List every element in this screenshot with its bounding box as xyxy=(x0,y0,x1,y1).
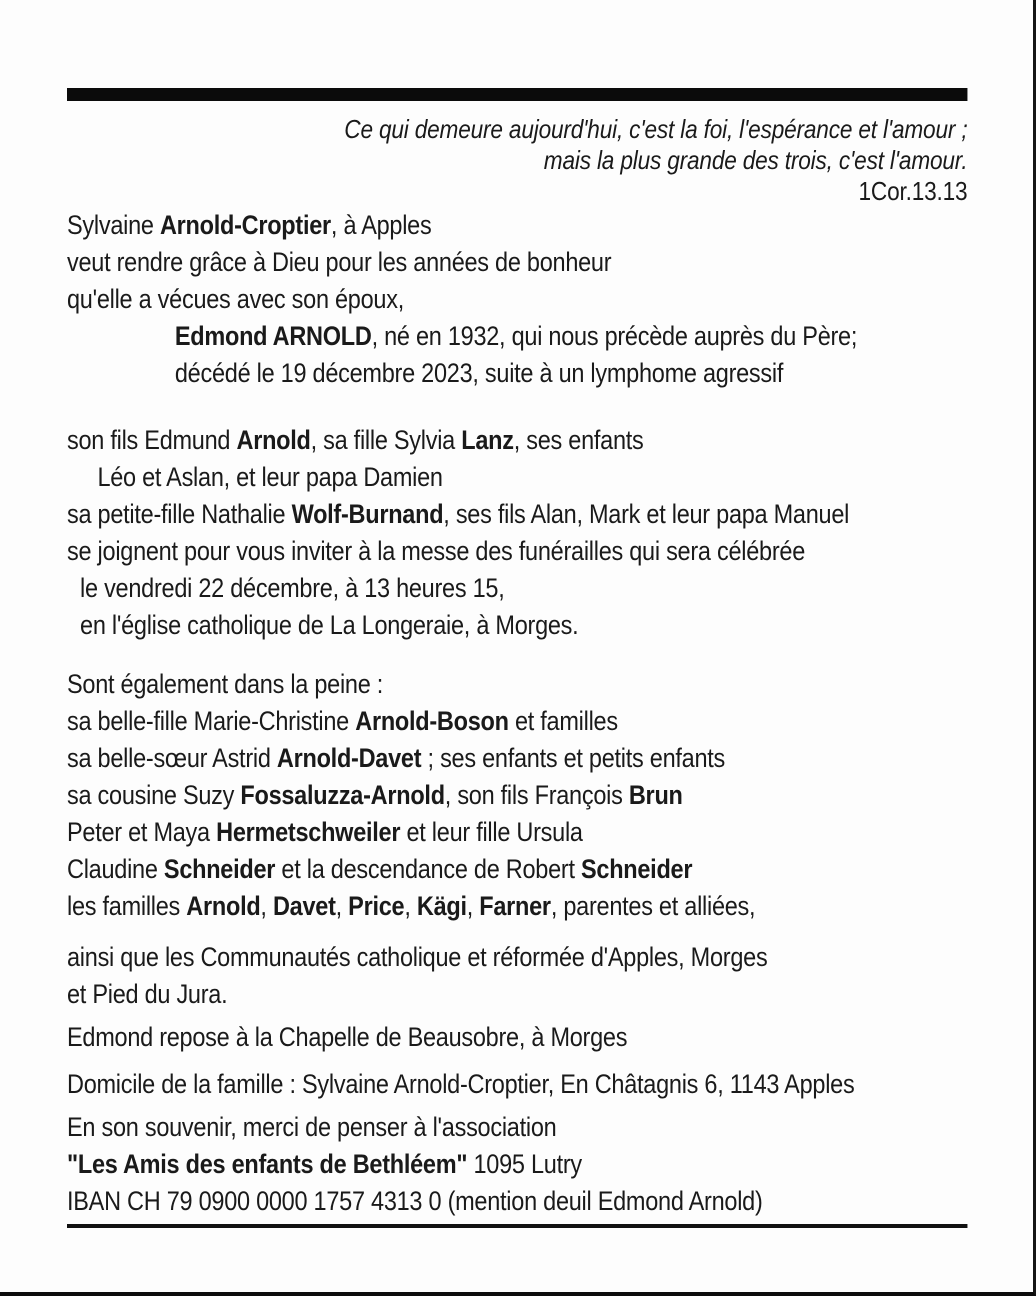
text-segment: Domicile de la famille : Sylvaine Arnold-Croptier, En Châtagnis 6, 1143 Apples xyxy=(67,1069,855,1099)
family-names-line xyxy=(67,888,967,925)
text-segment-bold: Schneider xyxy=(580,854,693,884)
paragraph-communities xyxy=(67,939,967,1013)
text-segment: et la descendance de Robert xyxy=(275,854,581,884)
text-segment: , son fils François xyxy=(444,780,629,810)
text-line xyxy=(67,281,967,318)
text-segment-bold: Schneider xyxy=(163,854,276,884)
text-segment: , à Apples xyxy=(330,210,432,240)
text-line xyxy=(67,740,967,777)
text-segment: ; ses enfants et petits enfants xyxy=(421,743,726,773)
text-segment-bold: Arnold-Boson xyxy=(355,706,509,736)
text-segment: Claudine xyxy=(67,854,164,884)
text-segment: Edmond repose à la Chapelle de Beausobre, à Morges xyxy=(67,1022,628,1052)
text-segment-bold: Hermetschweiler xyxy=(216,817,401,847)
text-segment: , xyxy=(260,891,273,921)
text-line xyxy=(67,777,967,814)
text-segment: 1095 Lutry xyxy=(467,1149,582,1179)
text-line xyxy=(67,533,967,570)
paragraph-repose xyxy=(67,1019,967,1056)
text-line xyxy=(67,976,967,1013)
quote-line-1: Ce qui demeure aujourd'hui, c'est la foi, l'espérance et l'amour ; xyxy=(344,114,968,144)
funeral-date-line xyxy=(80,570,967,607)
text-line xyxy=(175,318,968,355)
text-segment: Sylvaine xyxy=(67,210,160,240)
paragraph-mourners xyxy=(67,666,967,925)
top-divider-bar xyxy=(67,88,967,101)
text-segment: , parentes et alliées, xyxy=(550,891,756,921)
text-segment: En son souvenir, merci de penser à l'association xyxy=(67,1112,557,1142)
text-segment-bold: Price xyxy=(348,891,405,921)
text-segment: son fils Edmund xyxy=(67,425,237,455)
text-line xyxy=(67,851,967,888)
association-name-line xyxy=(67,1146,967,1183)
text-segment: sa belle-sœur Astrid xyxy=(67,743,277,773)
text-segment: , xyxy=(404,891,417,921)
text-segment: sa belle-fille Marie-Christine xyxy=(67,706,356,736)
text-segment-bold: Arnold xyxy=(236,425,311,455)
text-segment-bold: Farner xyxy=(479,891,551,921)
text-segment: et familles xyxy=(508,706,618,736)
text-segment: ainsi que les Communautés catholique et réformée d'Apples, Morges xyxy=(67,942,768,972)
scripture-quote xyxy=(67,114,967,207)
text-segment: le vendredi 22 décembre, à 13 heures 15, xyxy=(80,573,505,603)
text-segment: les familles xyxy=(67,891,187,921)
text-line xyxy=(67,1109,967,1146)
paragraph-widow-intro xyxy=(67,207,967,318)
text-segment-bold: Fossaluzza-Arnold xyxy=(240,780,445,810)
text-line xyxy=(67,496,967,533)
family-address-line xyxy=(67,1066,967,1103)
text-line xyxy=(67,814,967,851)
text-segment: , sa fille Sylvia xyxy=(310,425,462,455)
text-segment: et Pied du Jura. xyxy=(67,979,228,1009)
text-segment: , xyxy=(466,891,480,921)
text-segment: et leur fille Ursula xyxy=(400,817,583,847)
scripture-reference: 1Cor.13.13 xyxy=(858,176,968,206)
text-segment: , ses enfants xyxy=(513,425,644,455)
text-segment-bold: Kägi xyxy=(416,891,467,921)
text-segment: se joignent pour vous inviter à la messe des funérailles qui sera célébrée xyxy=(67,536,806,566)
text-line xyxy=(67,244,967,281)
paragraph-donation xyxy=(67,1109,967,1220)
text-segment-bold: Brun xyxy=(628,780,683,810)
text-line xyxy=(67,422,967,459)
paragraph-deceased xyxy=(67,318,967,392)
text-segment: sa petite-fille Nathalie xyxy=(67,499,292,529)
association-name: "Les Amis des enfants de Bethléem" xyxy=(67,1149,468,1179)
text-segment-bold: Lanz xyxy=(461,425,514,455)
text-segment-bold: Arnold xyxy=(186,891,261,921)
bottom-divider-rule xyxy=(67,1224,967,1228)
obituary-content xyxy=(67,0,967,1228)
text-segment-bold: Arnold-Davet xyxy=(276,743,422,773)
text-line xyxy=(67,207,967,244)
text-segment: sa cousine Suzy xyxy=(67,780,241,810)
paragraph-family-invitation xyxy=(67,422,967,644)
text-segment: veut rendre grâce à Dieu pour les années de bonheur xyxy=(67,247,612,277)
text-segment: , ses fils Alan, Mark et leur papa Manuel xyxy=(443,499,850,529)
text-segment-bold: Arnold-Croptier xyxy=(159,210,331,240)
text-segment: , xyxy=(335,891,349,921)
funeral-place-line xyxy=(80,607,967,644)
text-line xyxy=(97,459,967,496)
text-line xyxy=(67,1019,967,1056)
quote-line-2: mais la plus grande des trois, c'est l'amour. xyxy=(543,145,968,175)
text-line xyxy=(67,666,967,703)
paragraph-family-address xyxy=(67,1066,967,1103)
text-segment: qu'elle a vécues avec son époux, xyxy=(67,284,404,314)
deceased-name: Edmond ARNOLD xyxy=(174,321,372,351)
text-segment: Sont également dans la peine : xyxy=(67,669,384,699)
text-segment: Léo et Aslan, et leur papa Damien xyxy=(97,462,443,492)
text-segment-bold: Davet xyxy=(272,891,336,921)
text-line xyxy=(67,939,967,976)
text-line xyxy=(67,703,967,740)
text-segment: décédé le 19 décembre 2023, suite à un lymphome agressif xyxy=(174,358,784,388)
text-segment: Peter et Maya xyxy=(67,817,217,847)
text-segment-bold: Wolf-Burnand xyxy=(291,499,444,529)
iban-line xyxy=(67,1183,967,1220)
text-segment: en l'église catholique de La Longeraie, à Morges. xyxy=(80,610,579,640)
text-line xyxy=(175,355,968,392)
text-segment: IBAN CH 79 0900 0000 1757 4313 0 (mention deuil Edmond Arnold) xyxy=(67,1186,763,1216)
text-segment: , né en 1932, qui nous précède auprès du Père; xyxy=(371,321,858,351)
